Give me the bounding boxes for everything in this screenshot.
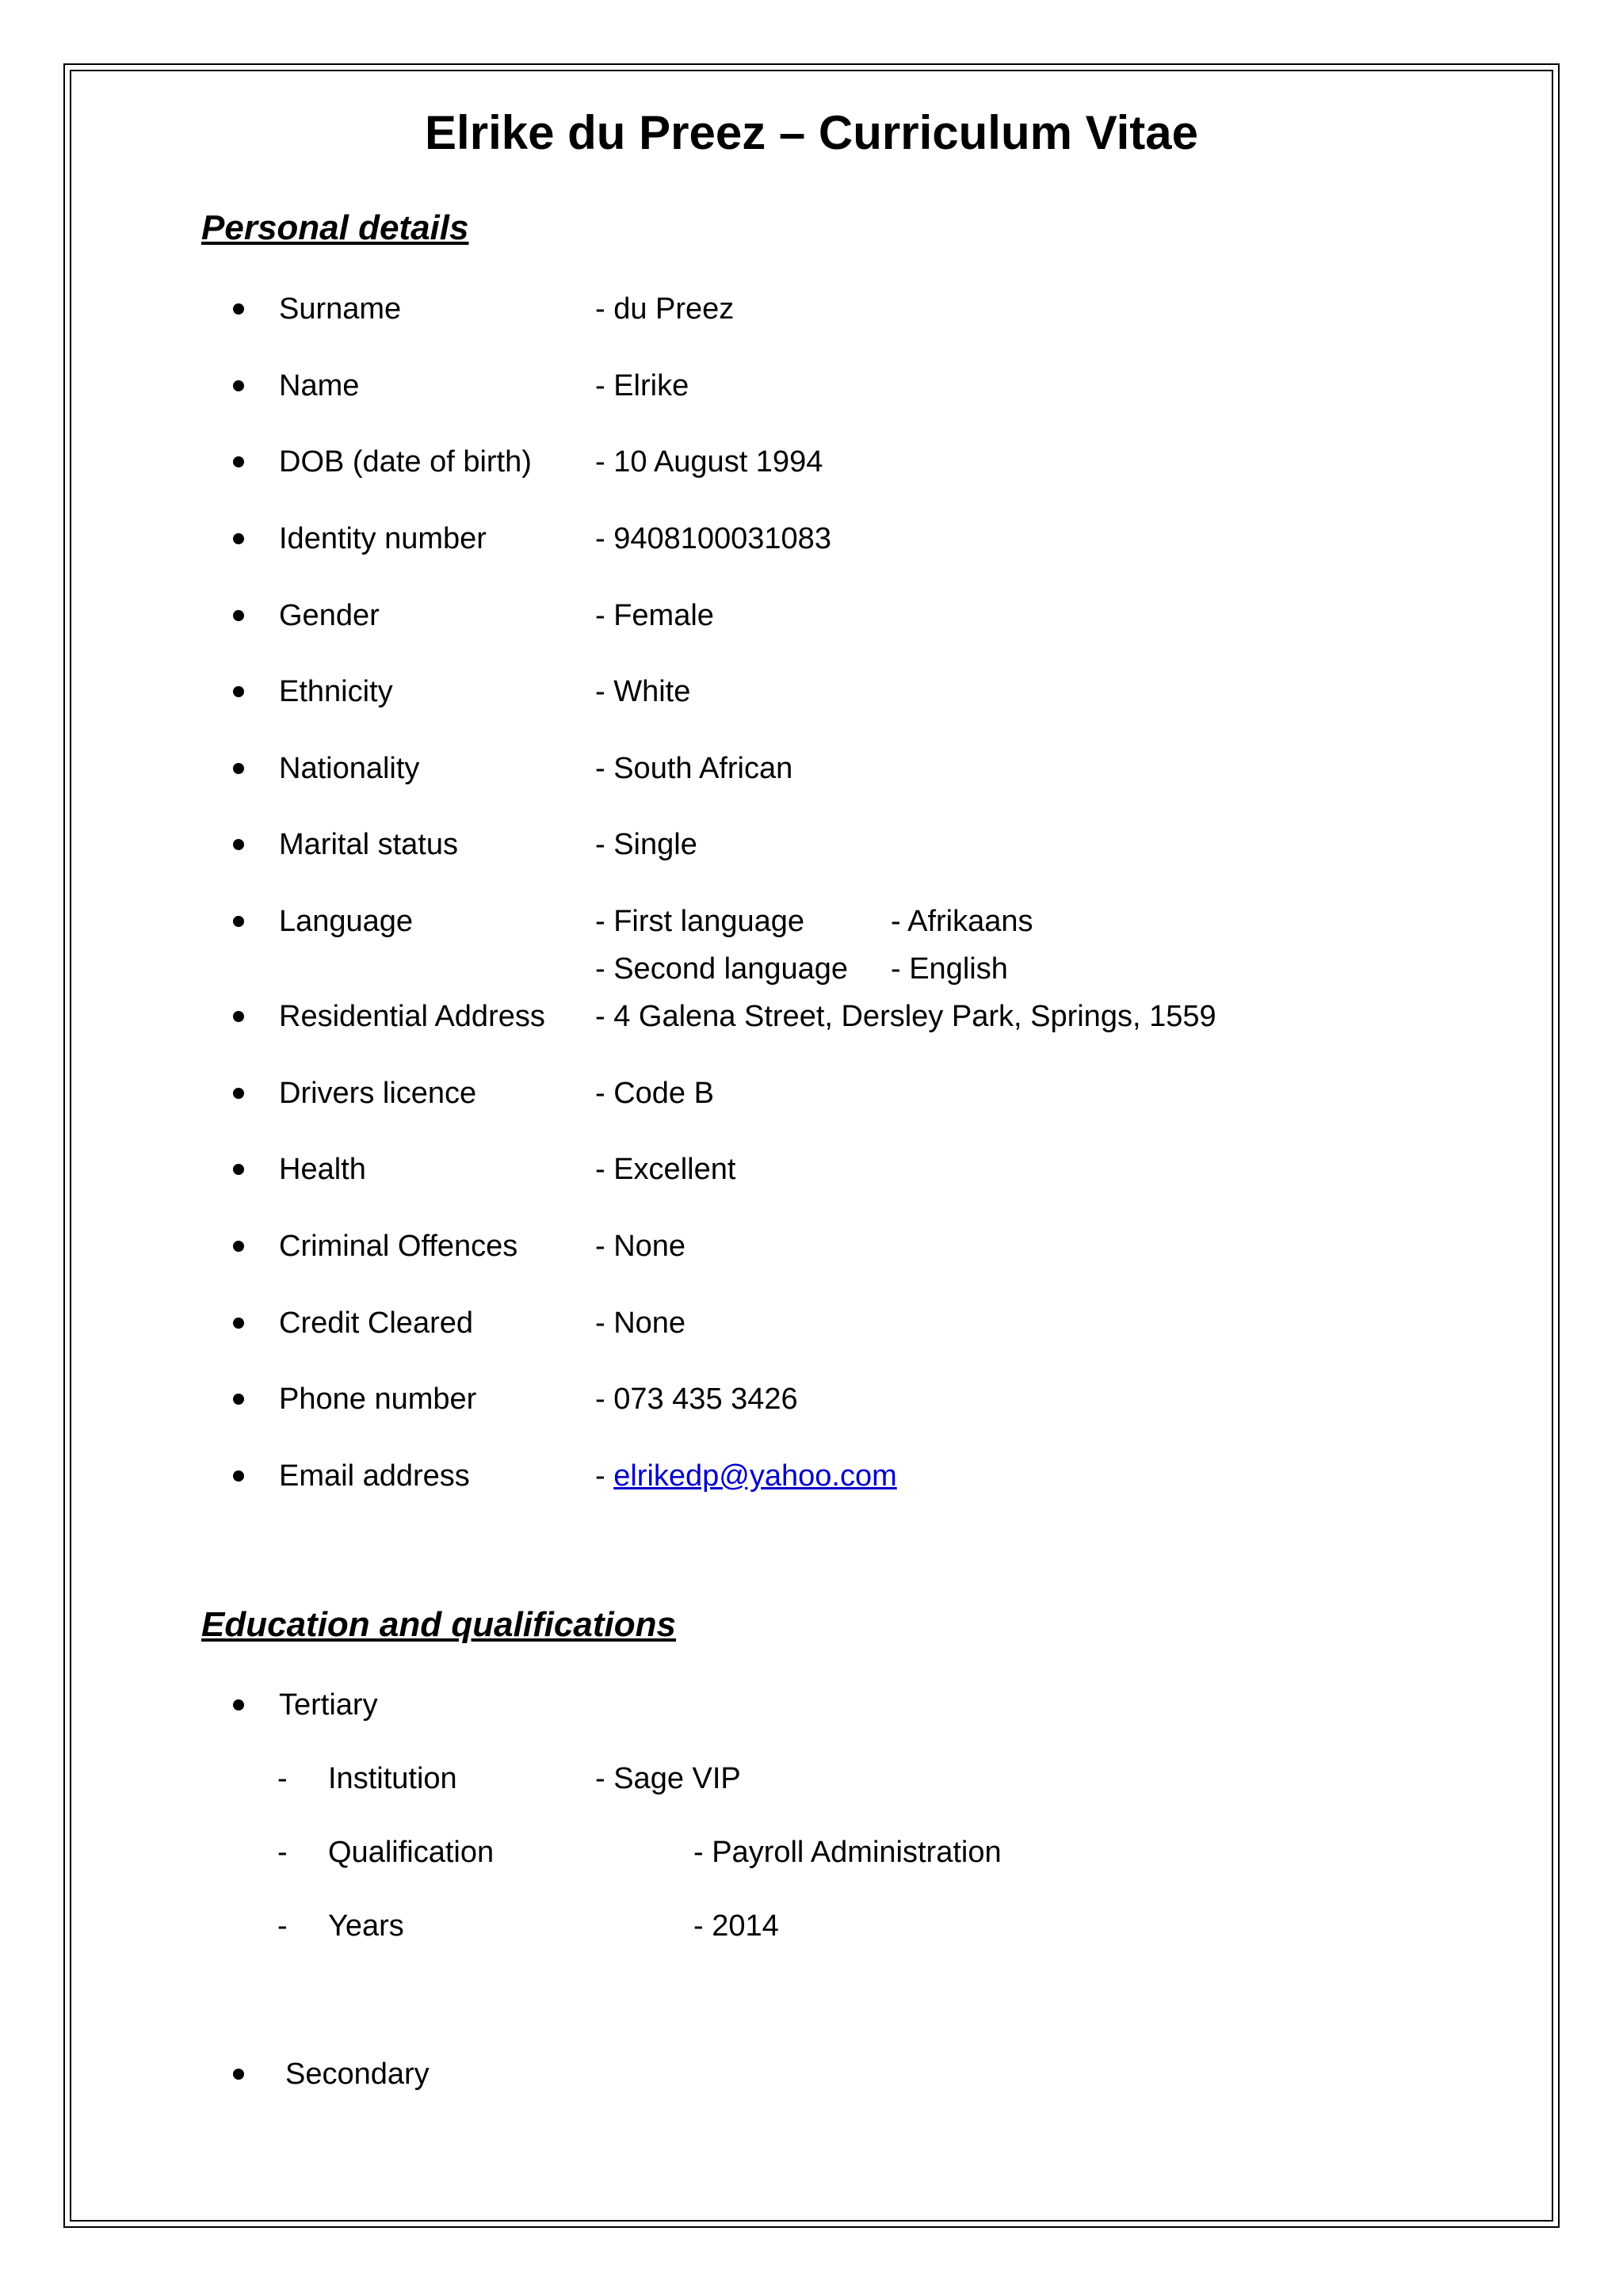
field-label: Secondary (285, 2058, 430, 2091)
field-label: Phone number (279, 1383, 477, 1416)
bullet-icon (233, 839, 244, 850)
field-value: - 073 435 3426 (595, 1383, 798, 1416)
email-link[interactable]: elrikedp@yahoo.com (613, 1459, 897, 1493)
field-value: - 4 Galena Street, Dersley Park, Springs, 1559 (595, 1000, 1216, 1033)
document-title: Elrike du Preez – Curriculum Vitae (425, 106, 1198, 159)
list-item-years (0, 1902, 1623, 1950)
bullet-icon (233, 303, 244, 315)
field-value: - 10 August 1994 (595, 445, 823, 479)
list-item-health (0, 1146, 1623, 1193)
email-value (595, 1452, 897, 1500)
field-value: - South African (595, 752, 793, 785)
list-item-identity (0, 515, 1623, 563)
field-value: - du Preez (595, 292, 735, 326)
bullet-icon (233, 1164, 244, 1175)
list-item-licence (0, 1070, 1623, 1117)
list-item-phone (0, 1375, 1623, 1423)
field-label: Surname (279, 292, 402, 326)
bullet-icon (233, 533, 244, 544)
education-heading: Education and qualifications (201, 1605, 676, 1644)
list-item-name (0, 362, 1623, 410)
field-label: Residential Address (279, 1000, 545, 1033)
dash-marker: - (277, 1762, 288, 1795)
list-item-institution (0, 1755, 1623, 1802)
field-label: Identity number (279, 522, 487, 555)
field-label: Ethnicity (279, 675, 393, 708)
field-value: - 9408100031083 (595, 522, 831, 555)
list-item-address (0, 993, 1623, 1040)
field-value: - Elrike (595, 369, 689, 402)
bullet-icon (233, 2069, 244, 2080)
bullet-icon (233, 456, 244, 467)
list-item-ethnicity (0, 668, 1623, 715)
list-item-criminal-offences (0, 1222, 1623, 1270)
list-item-nationality (0, 745, 1623, 792)
first-language-value: - Afrikaans (891, 905, 1033, 938)
dash-marker: - (277, 1836, 288, 1869)
field-label: Tertiary (279, 1688, 378, 1722)
field-label: Criminal Offences (279, 1230, 518, 1263)
field-value: - Single (595, 828, 697, 861)
field-label: Nationality (279, 752, 420, 785)
field-label: Health (279, 1153, 366, 1186)
bullet-icon (233, 380, 244, 391)
list-item-language-second (0, 945, 1623, 993)
field-label: Years (328, 1909, 404, 1943)
field-value: - Female (595, 599, 714, 632)
list-item-surname (0, 285, 1623, 333)
bullet-icon (233, 763, 244, 774)
field-value: - White (595, 675, 691, 708)
field-label: Qualification (328, 1836, 495, 1869)
field-value: - None (595, 1230, 686, 1263)
email-dash: - (595, 1459, 614, 1493)
field-label: Credit Cleared (279, 1306, 473, 1340)
field-label: Drivers licence (279, 1077, 477, 1110)
field-value: - Sage VIP (595, 1762, 741, 1795)
second-language-label: - Second language (595, 952, 849, 986)
list-item-marital-status (0, 821, 1623, 868)
field-label: Language (279, 905, 414, 938)
bullet-icon (233, 1470, 244, 1482)
bullet-icon (233, 1241, 244, 1252)
list-item-secondary (0, 2050, 1623, 2098)
list-item-qualification (0, 1829, 1623, 1876)
list-item-language (0, 898, 1623, 945)
first-language-label: - First language (595, 905, 805, 938)
list-item-email (0, 1452, 1623, 1500)
bullet-icon (233, 1318, 244, 1329)
field-value: - Code B (595, 1077, 714, 1110)
dash-marker: - (277, 1909, 288, 1943)
bullet-icon (233, 1394, 244, 1405)
list-item-tertiary (0, 1681, 1623, 1729)
field-label: Institution (328, 1762, 457, 1795)
bullet-icon (233, 1011, 244, 1022)
bullet-icon (233, 610, 244, 621)
field-label: Email address (279, 1459, 470, 1493)
second-language-value: - English (891, 952, 1008, 986)
bullet-icon (233, 686, 244, 697)
bullet-icon (233, 1088, 244, 1099)
list-item-dob (0, 438, 1623, 486)
list-item-gender (0, 592, 1623, 639)
bullet-icon (233, 916, 244, 927)
bullet-icon (233, 1699, 244, 1711)
personal-details-heading: Personal details (201, 208, 469, 247)
field-label: DOB (date of birth) (279, 445, 532, 479)
field-label: Name (279, 369, 360, 402)
field-value: - Excellent (595, 1153, 736, 1186)
list-item-credit-cleared (0, 1299, 1623, 1347)
field-label: Gender (279, 599, 380, 632)
field-value: - None (595, 1306, 686, 1340)
field-value: - Payroll Administration (693, 1836, 1002, 1869)
field-label: Marital status (279, 828, 458, 861)
field-value: - 2014 (693, 1909, 779, 1943)
